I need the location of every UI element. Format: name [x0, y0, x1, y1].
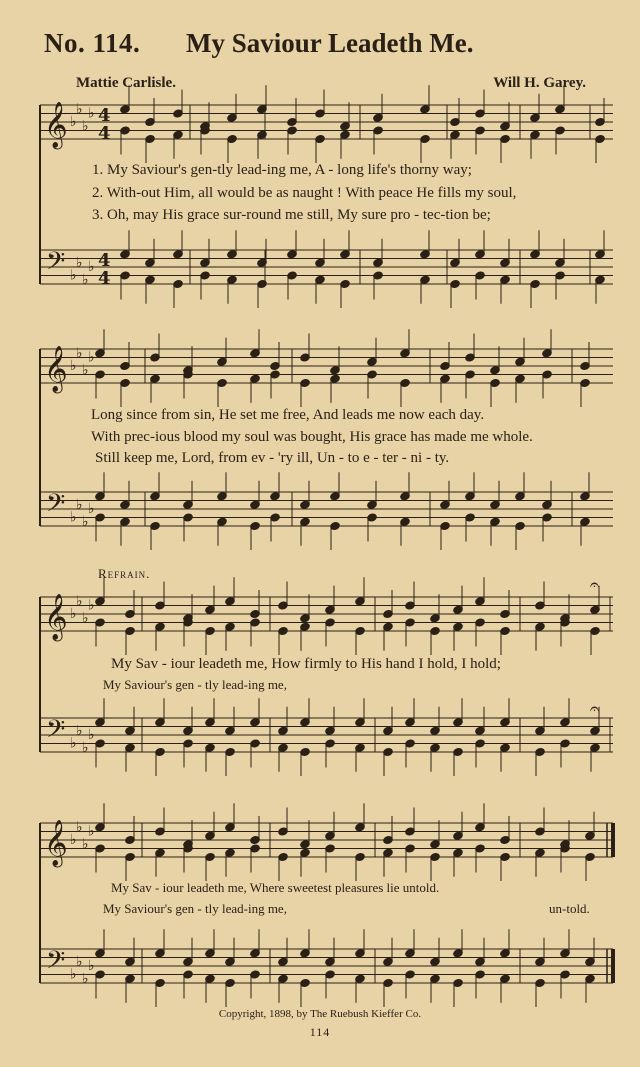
refrain-2-bass-lyrics: My Saviour's gen - tly lead-ing me, — [103, 901, 287, 916]
flat-icon: ♭ — [70, 267, 77, 284]
refrain-2-bass-end-lyrics: un-told. — [549, 901, 590, 916]
flat-icon: ♭ — [88, 105, 95, 122]
treble-clef-icon: 𝄞 — [44, 594, 68, 640]
flat-icon: ♭ — [82, 610, 89, 627]
time-signature-treble-bottom: 4 — [98, 123, 111, 144]
flat-icon: ♭ — [88, 958, 95, 974]
flat-icon: ♭ — [76, 953, 83, 970]
treble-clef-icon: 𝄞 — [44, 102, 68, 148]
flat-icon: ♭ — [82, 118, 89, 135]
fermata-icon: 𝄐 — [590, 575, 599, 594]
flat-icon: ♭ — [88, 823, 95, 840]
verse-1-line-1: 1. My Saviour's gen-tly lead-ing me, A - long life's thorny way; — [92, 162, 472, 178]
flat-icon: ♭ — [82, 513, 89, 530]
flat-icon: ♭ — [70, 735, 77, 752]
bass-clef-icon: 𝄢 — [46, 715, 66, 750]
treble-clef-icon: 𝄞 — [44, 820, 68, 866]
flat-icon: ♭ — [82, 970, 89, 987]
flat-icon: ♭ — [76, 345, 83, 362]
flat-icon: ♭ — [76, 496, 83, 513]
fermata-icon: 𝄐 — [590, 699, 599, 718]
flat-icon: ♭ — [88, 259, 95, 275]
treble-clef-icon: 𝄞 — [44, 346, 68, 392]
verse-2-line-2: With prec-ious blood my soul was bought, His grace has made me whole. — [91, 429, 533, 445]
composer-credit: Will H. Garey. — [493, 75, 586, 91]
flat-icon: ♭ — [70, 606, 77, 622]
verse-2-line-1: 2. With-out Him, all would be as naught ! With peace He fills my soul, — [92, 185, 517, 201]
bass-clef-icon: 𝄢 — [46, 247, 66, 282]
flat-icon: ♭ — [82, 836, 89, 853]
bass-clef-icon: 𝄢 — [46, 946, 66, 981]
refrain-1-soprano-lyrics: My Sav - iour leadeth me, How firmly to His hand I hold, I hold; — [111, 656, 501, 672]
refrain-2-soprano-lyrics: My Sav - iour leadeth me, Where sweetest pleasures lie untold. — [111, 880, 440, 895]
page-number: 114 — [309, 1025, 331, 1039]
poet-credit: Mattie Carlisle. — [76, 75, 176, 91]
refrain-label: Refrain. — [98, 566, 151, 581]
time-signature-bass-top: 4 — [98, 250, 111, 271]
flat-icon: ♭ — [82, 739, 89, 756]
flat-icon: ♭ — [88, 727, 95, 743]
flat-icon: ♭ — [70, 509, 77, 526]
flat-icon: ♭ — [82, 271, 89, 288]
verse-3-line-2: Still keep me, Lord, from ev - 'ry ill, Un - to e - ter - ni - ty. — [95, 450, 450, 466]
hymn-title: My Saviour Leadeth Me. — [186, 28, 474, 58]
flat-icon: ♭ — [70, 832, 77, 848]
flat-icon: ♭ — [88, 349, 95, 366]
flat-icon: ♭ — [82, 362, 89, 379]
flat-icon: ♭ — [76, 101, 83, 118]
copyright-notice: Copyright, 1898, by The Ruebush Kieffer Co. — [218, 1008, 422, 1020]
flat-icon: ♭ — [76, 722, 83, 739]
flat-icon: ♭ — [88, 597, 95, 614]
bass-clef-icon: 𝄢 — [46, 489, 66, 524]
flat-icon: ♭ — [70, 114, 77, 130]
flat-icon: ♭ — [76, 254, 83, 271]
flat-icon: ♭ — [76, 593, 83, 610]
refrain-1-bass-lyrics: My Saviour's gen - tly lead-ing me, — [103, 677, 287, 692]
time-signature-bass-bottom: 4 — [98, 268, 111, 289]
flat-icon: ♭ — [88, 501, 95, 517]
verse-3-line-1: 3. Oh, may His grace sur-round me still, My sure pro - tec-tion be; — [92, 207, 491, 223]
hymn-number: No. 114. — [44, 28, 141, 58]
flat-icon: ♭ — [76, 819, 83, 836]
flat-icon: ♭ — [70, 966, 77, 983]
verse-1-line-2: Long since from sin, He set me free, And leads me now each day. — [91, 407, 485, 423]
flat-icon: ♭ — [70, 358, 77, 374]
time-signature-treble-top: 4 — [98, 105, 111, 126]
